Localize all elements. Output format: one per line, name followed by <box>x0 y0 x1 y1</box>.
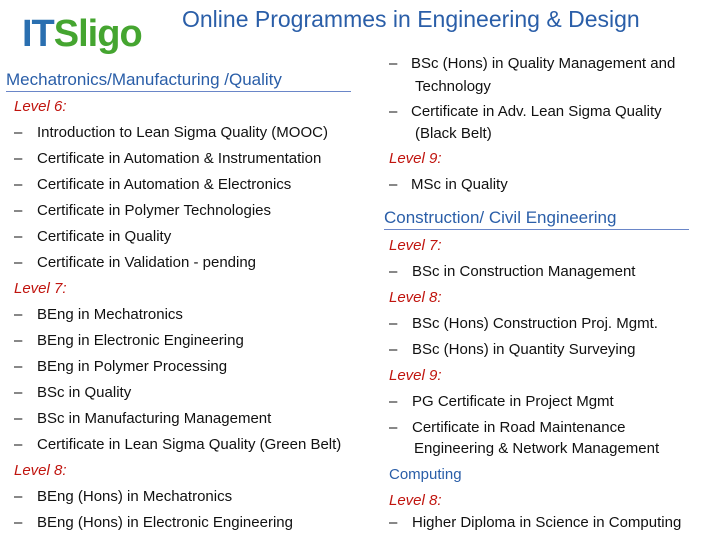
section-heading-mechatronics: Mechatronics/Manufacturing /Quality <box>6 70 351 92</box>
bullet-dash: – <box>14 332 23 349</box>
programme-item: Certificate in Quality <box>37 228 172 245</box>
programme-item: Higher Diploma in Science in Computing <box>412 514 682 531</box>
bullet-dash: – <box>389 419 398 436</box>
programme-item: BSc in Manufacturing Management <box>37 410 272 427</box>
programme-item: Certificate in Adv. Lean Sigma Quality <box>411 103 662 120</box>
bullet-dash: – <box>14 176 23 193</box>
bullet-dash: – <box>389 176 398 193</box>
programme-item: Certificate in Road Maintenance <box>412 419 626 436</box>
itsligo-logo <box>22 14 164 54</box>
programme-item: BSc in Construction Management <box>412 263 636 280</box>
level-label: Level 8: <box>14 462 67 479</box>
programme-item: BSc in Quality <box>37 384 132 401</box>
programme-item: MSc in Quality <box>411 176 508 193</box>
level-label: Level 9: <box>389 150 442 167</box>
bullet-dash: – <box>14 202 23 219</box>
programme-item-continuation: Engineering & Network Management <box>414 440 660 457</box>
logo-sligo: Sligo <box>53 12 142 55</box>
programme-item: Certificate in Automation & Instrumentation <box>37 150 322 167</box>
bullet-dash: – <box>389 341 398 358</box>
bullet-dash: – <box>389 315 398 332</box>
bullet-dash: – <box>14 488 23 505</box>
bullet-dash: – <box>14 254 23 271</box>
page-title: Online Programmes in Engineering & Design <box>182 6 640 32</box>
bullet-dash: – <box>389 514 398 531</box>
programme-item: Certificate in Validation - pending <box>37 254 257 271</box>
bullet-dash: – <box>14 436 23 453</box>
bullet-dash: – <box>14 514 23 531</box>
programme-item: Certificate in Polymer Technologies <box>37 202 272 219</box>
programme-item: Certificate in Lean Sigma Quality (Green Belt) <box>37 436 342 453</box>
level-label: Level 7: <box>389 237 442 254</box>
bullet-dash: – <box>389 103 398 120</box>
bullet-dash: – <box>14 150 23 167</box>
programme-item: BSc (Hons) in Quality Management and <box>411 55 676 72</box>
bullet-dash: – <box>389 263 398 280</box>
programme-item: Certificate in Automation & Electronics <box>37 176 292 193</box>
bullet-dash: – <box>389 393 398 410</box>
section-heading-construction: Construction/ Civil Engineering <box>384 208 689 230</box>
bullet-dash: – <box>14 358 23 375</box>
programme-item-continuation: (Black Belt) <box>415 125 492 142</box>
bullet-dash: – <box>14 410 23 427</box>
programme-item: BEng (Hons) in Mechatronics <box>37 488 233 505</box>
level-label: Level 6: <box>14 98 67 115</box>
programme-item: BEng in Mechatronics <box>37 306 183 323</box>
level-label: Level 8: <box>389 289 442 306</box>
programme-item: BSc (Hons) Construction Proj. Mgmt. <box>412 315 658 332</box>
programme-item-continuation: Technology <box>415 78 491 95</box>
subheading-computing: Computing <box>389 466 462 483</box>
programme-item: Introduction to Lean Sigma Quality (MOOC) <box>37 124 328 141</box>
level-label: Level 9: <box>389 367 442 384</box>
bullet-dash: – <box>14 124 23 141</box>
logo-it: IT <box>22 12 54 55</box>
level-label: Level 7: <box>14 280 67 297</box>
bullet-dash: – <box>14 306 23 323</box>
bullet-dash: – <box>14 228 23 245</box>
programme-item: PG Certificate in Project Mgmt <box>412 393 614 410</box>
programme-item: BEng in Polymer Processing <box>37 358 228 375</box>
programme-item: BEng (Hons) in Electronic Engineering <box>37 514 293 531</box>
bullet-dash: – <box>389 55 398 72</box>
bullet-dash: – <box>14 384 23 401</box>
programme-item: BSc (Hons) in Quantity Surveying <box>412 341 636 358</box>
programme-item: BEng in Electronic Engineering <box>37 332 244 349</box>
level-label: Level 8: <box>389 492 442 509</box>
